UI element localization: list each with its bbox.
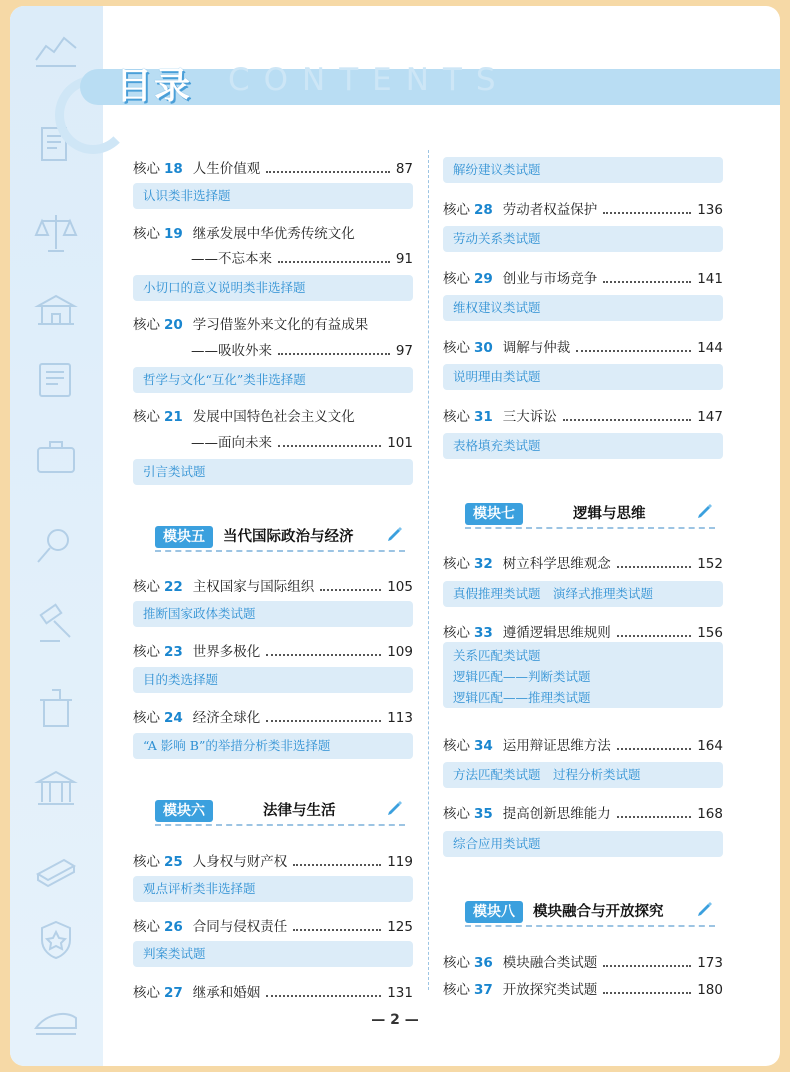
- core-label: 核心: [133, 644, 160, 660]
- core-number: 24: [164, 710, 183, 726]
- leader-dots: [603, 965, 691, 967]
- page-ref: 119: [387, 854, 413, 870]
- core-label: 核心: [133, 710, 160, 726]
- core-number: 21: [164, 409, 183, 425]
- module-name: 法律与生活: [263, 803, 336, 819]
- toc-entry[interactable]: [443, 552, 723, 572]
- toc-subentry[interactable]: [191, 247, 413, 267]
- toc-entry[interactable]: [443, 951, 723, 971]
- module-name: 逻辑与思维: [573, 506, 646, 522]
- pen-icon: [385, 524, 405, 544]
- question-type-band: 劳动关系类试题: [443, 226, 723, 252]
- entry-title: 继承发展中华优秀传统文化: [192, 226, 355, 242]
- question-type-band: 认识类非选择题: [133, 183, 413, 209]
- core-label: 核心: [443, 340, 470, 356]
- leader-dots: [266, 995, 381, 997]
- page-ref: 101: [387, 435, 413, 451]
- toc-entry[interactable]: [133, 640, 413, 660]
- page-ref: 141: [697, 271, 723, 287]
- toc-entry[interactable]: [443, 802, 723, 822]
- core-label: 核心: [443, 271, 470, 287]
- question-type-band: 真假推理类试题 演绎式推理类试题: [443, 581, 723, 607]
- question-type-band: 维权建议类试题: [443, 295, 723, 321]
- module-tag: 模块六: [155, 800, 213, 822]
- core-label: 核心: [133, 161, 160, 177]
- question-type-band: 推断国家政体类试题: [133, 601, 413, 627]
- module-name: 当代国际政治与经济: [223, 529, 354, 545]
- entry-title: 运用辩证思维方法: [502, 738, 611, 754]
- sidebar-decoration: [10, 6, 103, 1066]
- great-wall-icon: [34, 26, 78, 70]
- module-name: 模块融合与开放探究: [533, 904, 664, 920]
- entry-title: 提高创新思维能力: [502, 806, 611, 822]
- core-number: 36: [474, 955, 493, 971]
- toc-entry[interactable]: [443, 978, 723, 998]
- core-number: 33: [474, 625, 493, 641]
- page-ref: 173: [697, 955, 723, 971]
- page-ref: 131: [387, 985, 413, 1001]
- toc-entry[interactable]: [443, 336, 723, 356]
- core-label: 核心: [133, 854, 160, 870]
- briefcase-icon: [34, 434, 78, 478]
- leader-dots: [293, 864, 381, 866]
- page-ref: 87: [395, 161, 413, 177]
- band-line: 逻辑匹配——判断类试题: [453, 669, 591, 684]
- question-type-band: 方法匹配类试题 过程分析类试题: [443, 762, 723, 788]
- toc-entry[interactable]: [443, 198, 723, 218]
- toc-entry[interactable]: [133, 405, 413, 425]
- question-type-band: 小切口的意义说明类非选择题: [133, 275, 413, 301]
- page-ref: 144: [697, 340, 723, 356]
- toc-subentry[interactable]: [191, 431, 413, 451]
- module-header[interactable]: [155, 526, 405, 552]
- leader-dots: [278, 353, 390, 355]
- core-number: 30: [474, 340, 493, 356]
- entry-title: 人生价值观: [192, 161, 261, 177]
- leader-dots: [266, 720, 381, 722]
- entry-title: 世界多极化: [192, 644, 261, 660]
- entry-title: 主权国家与国际组织: [192, 579, 315, 595]
- podium-icon: [34, 686, 78, 730]
- core-label: 核心: [443, 556, 470, 572]
- leader-dots: [617, 816, 691, 818]
- entry-subtitle: ——吸收外来: [191, 343, 272, 359]
- toc-entry[interactable]: [133, 706, 413, 726]
- core-number: 20: [164, 317, 183, 333]
- toc-entry[interactable]: [443, 405, 723, 425]
- entry-title: 合同与侵权责任: [192, 919, 288, 935]
- page-subtitle: CONTENTS: [228, 62, 510, 98]
- core-label: 核心: [443, 409, 470, 425]
- toc-entry[interactable]: [133, 157, 413, 177]
- leader-dots: [617, 635, 691, 637]
- question-type-band: 说明理由类试题: [443, 364, 723, 390]
- entry-title: 树立科学思维观念: [502, 556, 611, 572]
- entry-subtitle: ——面向未来: [191, 435, 272, 451]
- toc-entry[interactable]: [133, 313, 413, 333]
- pen-icon: [695, 899, 715, 919]
- leader-dots: [617, 566, 691, 568]
- core-number: 27: [164, 985, 183, 1001]
- pen-icon: [695, 501, 715, 521]
- question-type-band: [443, 642, 723, 708]
- leader-dots: [603, 992, 691, 994]
- core-number: 22: [164, 579, 183, 595]
- module-tag: 模块八: [465, 901, 523, 923]
- page-ref: 164: [697, 738, 723, 754]
- question-type-band: 解纷建议类试题: [443, 157, 723, 183]
- question-type-band: “A 影响 B”的举措分析类非选择题: [133, 733, 413, 759]
- core-label: 核心: [133, 919, 160, 935]
- toc-entry[interactable]: [443, 267, 723, 287]
- core-number: 31: [474, 409, 493, 425]
- entry-title: 人身权与财产权: [192, 854, 288, 870]
- core-label: 核心: [133, 317, 160, 333]
- question-type-band: 判案类试题: [133, 941, 413, 967]
- core-number: 19: [164, 226, 183, 242]
- entry-title: 经济全球化: [192, 710, 261, 726]
- toc-entry[interactable]: [443, 734, 723, 754]
- band-line: 关系匹配类试题: [453, 648, 541, 663]
- module-header[interactable]: [465, 503, 715, 529]
- page-ref: 180: [697, 982, 723, 998]
- entry-subtitle: ——不忘本来: [191, 251, 272, 267]
- core-label: 核心: [133, 409, 160, 425]
- band-line: 逻辑匹配——推理类试题: [453, 690, 591, 705]
- page-number: — 2 —: [371, 1012, 419, 1028]
- core-number: 35: [474, 806, 493, 822]
- gavel-icon: [34, 601, 78, 645]
- courthouse-icon: [34, 766, 78, 810]
- module-header[interactable]: [465, 901, 715, 927]
- toc-entry[interactable]: [133, 850, 413, 870]
- question-type-band: 目的类选择题: [133, 667, 413, 693]
- core-number: 32: [474, 556, 493, 572]
- toc-entry[interactable]: [443, 621, 723, 641]
- page-ref: 147: [697, 409, 723, 425]
- leader-dots: [603, 281, 691, 283]
- leader-dots: [266, 654, 381, 656]
- entry-title: 调解与仲裁: [502, 340, 571, 356]
- page-ref: 97: [395, 343, 413, 359]
- entry-title: 继承和婚姻: [192, 985, 261, 1001]
- entry-title: 模块融合类试题: [502, 955, 598, 971]
- toc-subentry[interactable]: [191, 339, 413, 359]
- entry-title: 开放探究类试题: [502, 982, 598, 998]
- books-icon: [34, 844, 78, 888]
- page-ref: 136: [697, 202, 723, 218]
- toc-entry[interactable]: [133, 222, 413, 242]
- entry-title: 劳动者权益保护: [502, 202, 598, 218]
- core-label: 核心: [443, 738, 470, 754]
- leader-dots: [320, 589, 381, 591]
- pen-icon: [385, 798, 405, 818]
- magnifier-icon: [34, 524, 78, 568]
- column-divider: [428, 150, 429, 990]
- tiananmen-icon: [34, 288, 78, 332]
- core-label: 核心: [133, 985, 160, 1001]
- core-label: 核心: [443, 625, 470, 641]
- entry-title: 三大诉讼: [502, 409, 557, 425]
- page-ref: 109: [387, 644, 413, 660]
- core-number: 18: [164, 161, 183, 177]
- core-label: 核心: [443, 955, 470, 971]
- leader-dots: [563, 419, 691, 421]
- core-label: 核心: [133, 579, 160, 595]
- core-label: 核心: [443, 806, 470, 822]
- leader-dots: [603, 212, 691, 214]
- core-number: 26: [164, 919, 183, 935]
- module-tag: 模块五: [155, 526, 213, 548]
- leader-dots: [293, 929, 381, 931]
- page-ref: 125: [387, 919, 413, 935]
- core-number: 34: [474, 738, 493, 754]
- question-type-band: 表格填充类试题: [443, 433, 723, 459]
- page-title: 目录: [116, 66, 193, 107]
- question-type-band: 观点评析类非选择题: [133, 876, 413, 902]
- core-label: 核心: [443, 982, 470, 998]
- core-label: 核心: [443, 202, 470, 218]
- notebook-icon: [34, 358, 78, 402]
- leader-dots: [576, 350, 691, 352]
- core-number: 37: [474, 982, 493, 998]
- entry-title: 发展中国特色社会主义文化: [192, 409, 355, 425]
- page-ref: 168: [697, 806, 723, 822]
- scales-icon: [34, 211, 78, 255]
- toc-entry[interactable]: [133, 915, 413, 935]
- entry-title: 创业与市场竞争: [502, 271, 598, 287]
- police-badge-icon: [34, 918, 78, 962]
- question-type-band: 哲学与文化“互化”类非选择题: [133, 367, 413, 393]
- page-ref: 156: [697, 625, 723, 641]
- page-ref: 152: [697, 556, 723, 572]
- core-number: 28: [474, 202, 493, 218]
- entry-title: 学习借鉴外来文化的有益成果: [192, 317, 369, 333]
- toc-entry[interactable]: [133, 981, 413, 1001]
- core-number: 29: [474, 271, 493, 287]
- core-number: 25: [164, 854, 183, 870]
- leader-dots: [617, 748, 691, 750]
- question-type-band: 综合应用类试题: [443, 831, 723, 857]
- toc-entry[interactable]: [133, 575, 413, 595]
- core-label: 核心: [133, 226, 160, 242]
- leader-dots: [266, 171, 390, 173]
- core-number: 23: [164, 644, 183, 660]
- entry-title: 遵循逻辑思维规则: [502, 625, 611, 641]
- module-tag: 模块七: [465, 503, 523, 525]
- page-ref: 105: [387, 579, 413, 595]
- page-ref: 91: [395, 251, 413, 267]
- module-header[interactable]: [155, 800, 405, 826]
- leader-dots: [278, 261, 390, 263]
- page-ref: 113: [387, 710, 413, 726]
- leader-dots: [278, 445, 381, 447]
- question-type-band: 引言类试题: [133, 459, 413, 485]
